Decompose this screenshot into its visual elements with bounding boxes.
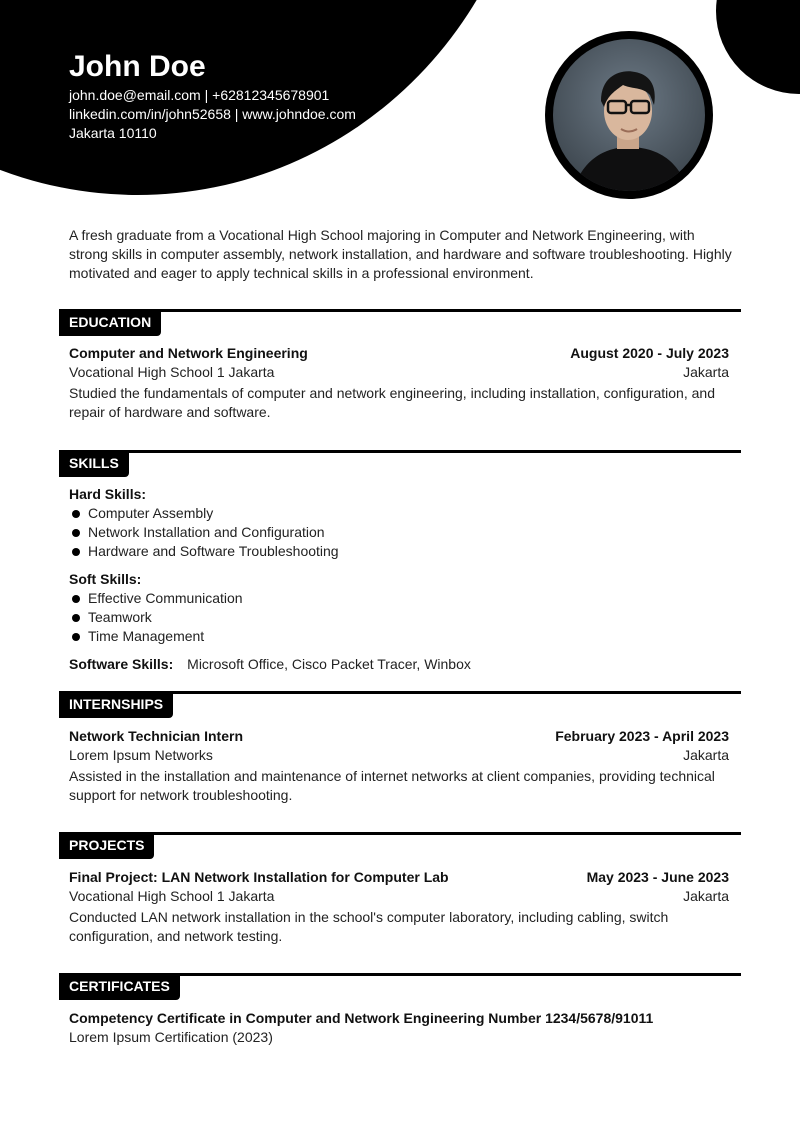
section-heading: EDUCATION <box>59 309 161 336</box>
corner-decoration-shape <box>716 0 800 94</box>
company-location: Jakarta <box>683 747 729 763</box>
section-heading: PROJECTS <box>59 832 154 859</box>
school-location: Jakarta <box>683 364 729 380</box>
hard-skills-label: Hard Skills: <box>69 486 147 502</box>
internship-description: Assisted in the installation and maintenance of internet networks at client companies, providing technical support for network troubleshooting. <box>69 768 715 803</box>
education-dates: August 2020 - July 2023 <box>570 345 729 361</box>
candidate-name: John Doe <box>69 50 206 83</box>
school-name: Vocational High School 1 Jakarta <box>69 364 275 380</box>
section-heading: INTERNSHIPS <box>59 691 173 718</box>
section-divider <box>59 832 741 835</box>
profile-photo-frame <box>545 31 713 199</box>
links-info: linkedin.com/in/john52658 | www.johndoe.com <box>69 106 356 122</box>
soft-skills-label: Soft Skills: <box>69 571 142 587</box>
project-dates: May 2023 - June 2023 <box>586 869 729 885</box>
contact-info: john.doe@email.com | +62812345678901 <box>69 87 330 103</box>
soft-skills-list <box>69 589 729 646</box>
header <box>69 50 356 143</box>
project-description: Conducted LAN network installation in the school's computer laboratory, including cabling, switch configuration, and network testing. <box>69 909 669 944</box>
list-item: Hardware and Software Troubleshooting <box>69 542 729 561</box>
list-item: Computer Assembly <box>69 504 729 523</box>
project-organization: Vocational High School 1 Jakarta <box>69 888 275 904</box>
hard-skills-list <box>69 504 729 561</box>
list-item: Network Installation and Configuration <box>69 523 729 542</box>
section-divider <box>59 309 741 312</box>
software-skills-label: Software Skills: <box>69 656 174 672</box>
section-heading: SKILLS <box>59 450 129 477</box>
list-item: Effective Communication <box>69 589 729 608</box>
degree-title: Computer and Network Engineering <box>69 345 308 361</box>
certificate-title: Competency Certificate in Computer and Network Engineering Number 1234/5678/91011 <box>69 1010 654 1026</box>
section-heading: CERTIFICATES <box>59 973 180 1000</box>
professional-summary: A fresh graduate from a Vocational High School majoring in Computer and Network Engineering, with strong skills in computer assembly, network installation, and hardware and software troubleshooting. Highly motivated and eager to apply technical skills in a professional environment. <box>69 227 732 281</box>
project-title: Final Project: LAN Network Installation for Computer Lab <box>69 869 449 885</box>
internship-dates: February 2023 - April 2023 <box>555 728 729 744</box>
education-description: Studied the fundamentals of computer and network engineering, including installation, configuration, and repair of hardware and software. <box>69 385 715 420</box>
project-location: Jakarta <box>683 888 729 904</box>
software-skills-value: Microsoft Office, Cisco Packet Tracer, Winbox <box>187 656 471 672</box>
location-info: Jakarta 10110 <box>69 125 157 141</box>
company-name: Lorem Ipsum Networks <box>69 747 213 763</box>
list-item: Teamwork <box>69 608 729 627</box>
list-item: Time Management <box>69 627 729 646</box>
section-divider <box>59 450 741 453</box>
certificate-issuer: Lorem Ipsum Certification (2023) <box>69 1029 273 1045</box>
internship-title: Network Technician Intern <box>69 728 243 744</box>
profile-photo <box>553 39 705 191</box>
